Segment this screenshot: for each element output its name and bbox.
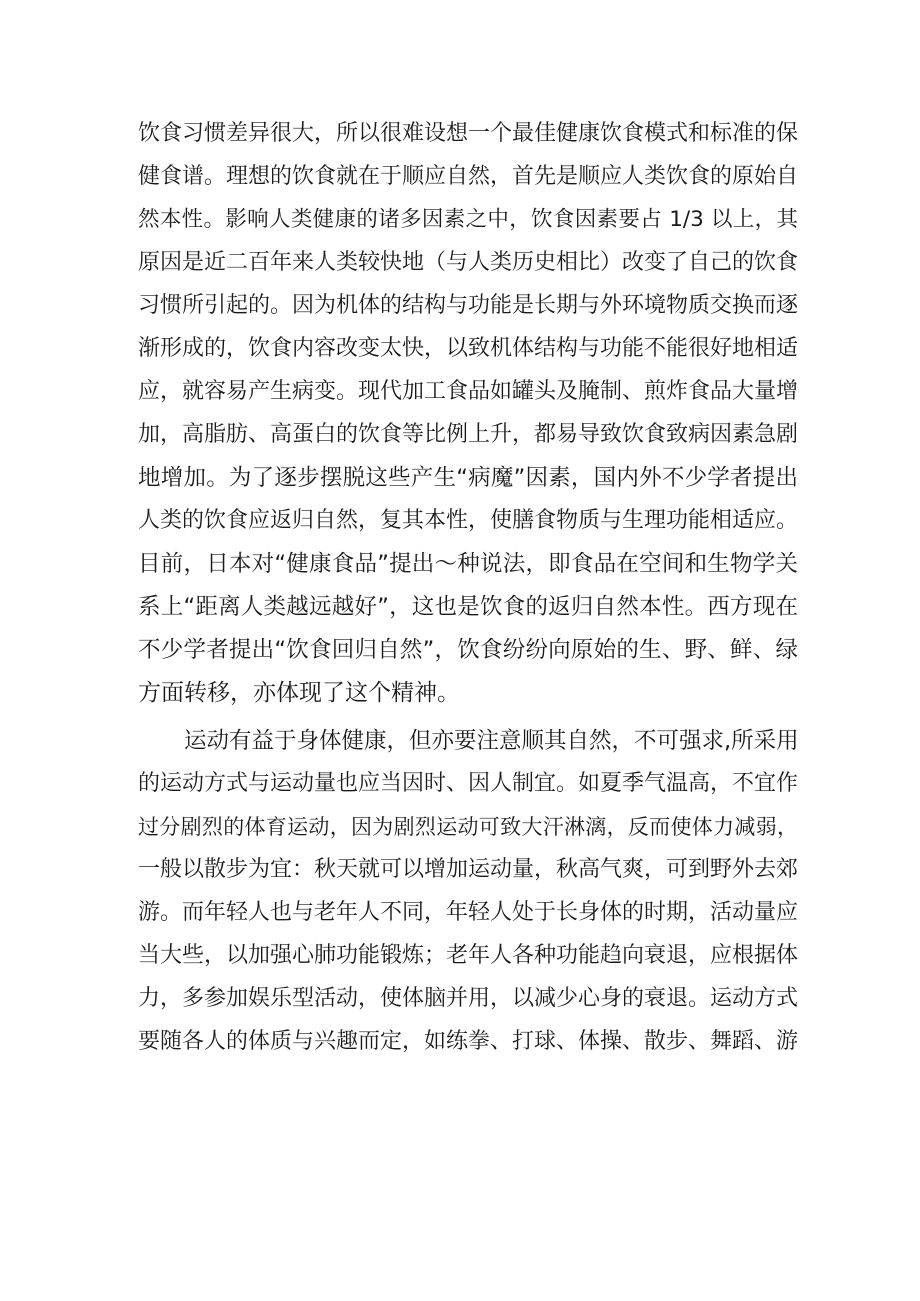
text-line: 的运动方式与运动量也应当因时、因人制宜。如夏季气温高，不宜作 bbox=[138, 771, 799, 796]
text-line: 要随各人的体质与兴趣而定，如练拳、打球、体操、散步、舞蹈、游 bbox=[138, 1029, 799, 1054]
text-line: 目前，日本对“健康食品”提出～种说法，即食品在空间和生物学关 bbox=[138, 551, 798, 577]
text-line: 应，就容易产生病变。现代加工食品如罐头及腌制、煎炸食品大量增 bbox=[138, 379, 799, 404]
text-line: 一般以散步为宜：秋天就可以增加运动量，秋高气爽，可到野外去郊 bbox=[138, 857, 799, 882]
text-line: 人类的饮食应返归自然，复其本性，使膳食物质与生理功能相适应。 bbox=[138, 508, 799, 533]
text-line: 方面转移，亦体现了这个精神。 bbox=[138, 680, 460, 706]
text-line: 加，高脂肪、高蛋白的饮食等比例上升，都易导致饮食致病因素急剧 bbox=[138, 422, 799, 447]
text-line: 饮食习惯差异很大，所以很难设想一个最佳健康饮食模式和标准的保 bbox=[138, 121, 799, 146]
text-line: 运动有益于身体健康，但亦要注意顺其自然，不可强求,所采用 bbox=[184, 728, 799, 754]
text-line: 渐形成的，饮食内容改变太快，以致机体结构与功能不能很好地相适 bbox=[138, 336, 799, 361]
text-line: 健食谱。理想的饮食就在于顺应自然，首先是顺应人类饮食的原始自 bbox=[138, 164, 799, 189]
text-line: 当大些，以加强心肺功能锻炼；老年人各种功能趋向衰退，应根据体 bbox=[138, 943, 799, 968]
text-line: 习惯所引起的。因为机体的结构与功能是长期与外环境物质交换而逐 bbox=[138, 293, 799, 318]
text-line: 系上“距离人类越远越好”，这也是饮食的返归自然本性。西方现在 bbox=[138, 594, 798, 620]
text-line: 原因是近二百年来人类较快地（与人类历史相比）改变了自己的饮食 bbox=[138, 250, 799, 275]
text-line: 地增加。为了逐步摆脱这些产生“病魔”因素，国内外不少学者提出 bbox=[138, 465, 798, 491]
text-line: 游。而年轻人也与老年人不同，年轻人处于长身体的时期，活动量应 bbox=[138, 900, 799, 925]
text-line: 力，多参加娱乐型活动，使体脑并用，以减少心身的衰退。运动方式 bbox=[138, 986, 799, 1011]
text-line: 过分剧烈的体育运动，因为剧烈运动可致大汗淋漓，反而使体力减弱， bbox=[138, 815, 798, 839]
text-line: 然本性。影响人类健康的诸多因素之中，饮食因素要占 1/3 以上，其 bbox=[138, 207, 798, 232]
text-line: 不少学者提出“饮食回归自然”，饮食纷纷向原始的生、野、鲜、绿 bbox=[138, 637, 798, 663]
